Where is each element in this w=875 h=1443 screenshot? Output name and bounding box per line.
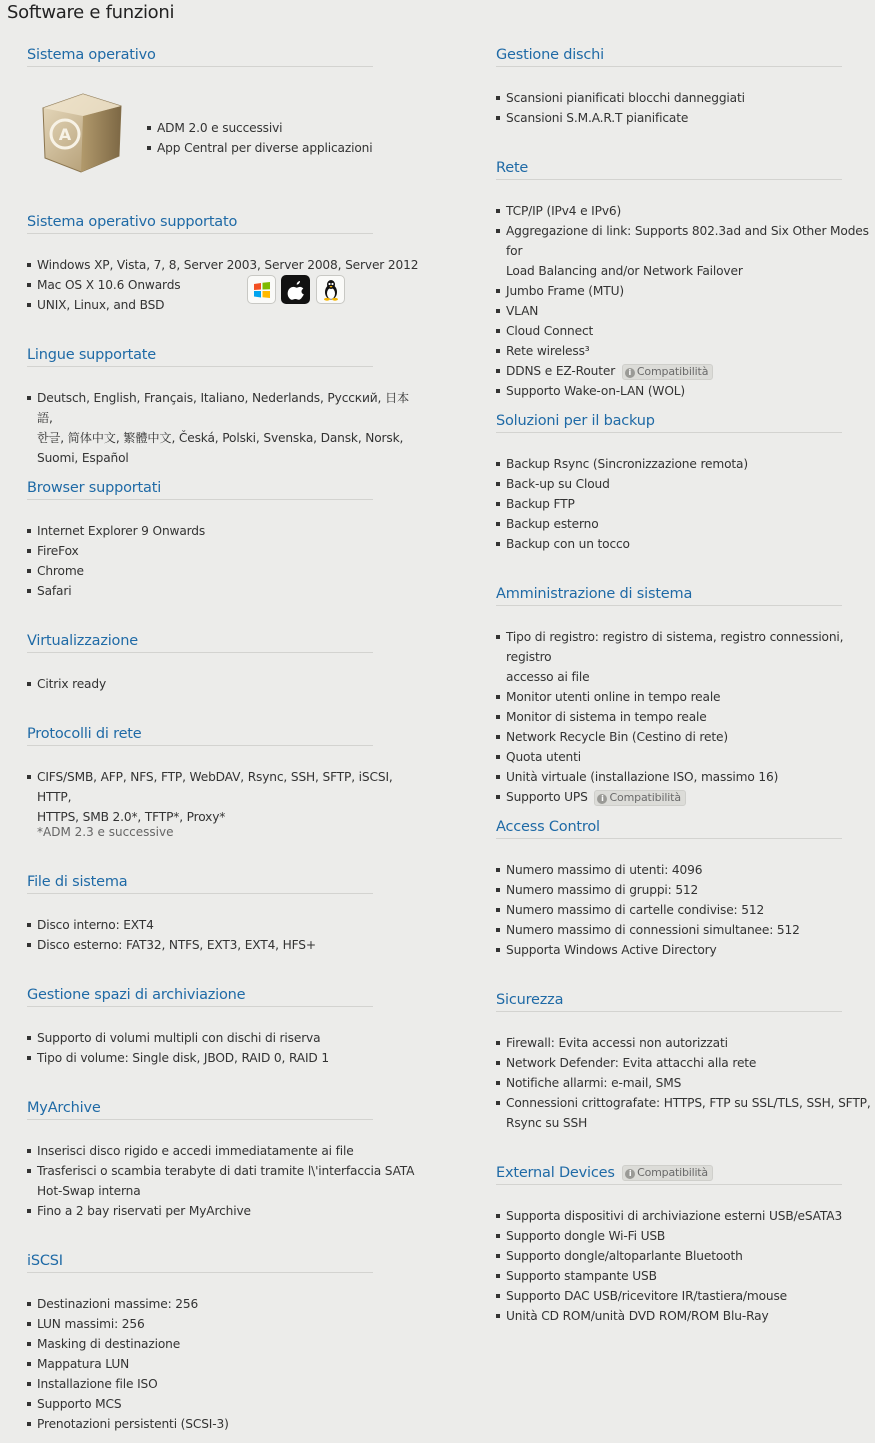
list-item: Supporto DAC USB/ricevitore IR/tastiera/mouse: [496, 1286, 842, 1306]
filesystem-list: [27, 915, 316, 955]
list-item: Windows XP, Vista, 7, 8, Server 2003, Server 2008, Server 2012: [27, 255, 418, 275]
list-item: Safari: [27, 581, 205, 601]
list-item: Supporta dispositivi di archiviazione esterni USB/eSATA3: [496, 1206, 842, 1226]
list-item: Disco esterno: FAT32, NTFS, EXT3, EXT4, HFS+: [27, 935, 316, 955]
section-network: [496, 158, 874, 180]
windows-icon: [247, 275, 276, 304]
list-item-continuation: accesso ai file: [506, 670, 590, 684]
list-item: Network Recycle Bin (Cestino di rete): [496, 727, 874, 747]
list-item: Backup FTP: [496, 494, 748, 514]
list-item: LUN massimi: 256: [27, 1314, 229, 1334]
list-item: [27, 388, 417, 468]
list-item: Unità virtuale (installazione ISO, massimo 16): [496, 767, 874, 787]
section-virtualization: [27, 631, 427, 653]
section-access-control: [496, 817, 874, 839]
list-item: App Central per diverse applicazioni: [147, 138, 372, 158]
list-item-continuation: Hot-Swap interna: [37, 1184, 141, 1198]
info-icon: i: [597, 794, 607, 804]
browsers-list: [27, 521, 205, 601]
list-item: Supporto stampante USB: [496, 1266, 842, 1286]
protocol-line: CIFS/SMB, AFP, NFS, FTP, WebDAV, Rsync, SSH, SFTP, iSCSI, HTTP,: [37, 770, 393, 804]
disks-list: [496, 88, 745, 128]
myarchive-list: [27, 1141, 422, 1221]
section-title: MyArchive: [27, 1100, 101, 1116]
list-item: Supporto MCS: [27, 1394, 229, 1414]
section-admin: [496, 584, 874, 606]
list-item: Monitor di sistema in tempo reale: [496, 707, 874, 727]
section-title: iSCSI: [27, 1253, 63, 1269]
list-item: FireFox: [27, 541, 205, 561]
info-icon: i: [625, 368, 635, 378]
list-item: [496, 221, 874, 281]
section-title: Amministrazione di sistema: [496, 586, 693, 602]
section-security: [496, 990, 874, 1012]
language-line: Suomi, Español: [37, 451, 129, 465]
section-os: [27, 45, 427, 67]
list-item-continuation: Rsync su SSH: [506, 1116, 588, 1130]
section-divider: [27, 366, 373, 367]
list-item: Jumbo Frame (MTU): [496, 281, 874, 301]
section-divider: [27, 66, 373, 67]
list-item: Prenotazioni persistenti (SCSI-3): [27, 1414, 229, 1434]
section-languages: [27, 345, 427, 367]
external-list: [496, 1206, 842, 1326]
section-divider: [496, 432, 842, 433]
list-item: Backup con un tocco: [496, 534, 748, 554]
page-title: Software e funzioni: [7, 2, 175, 23]
badge-label: Compatibilità: [637, 1166, 708, 1179]
list-item-text: Aggregazione di link: Supports 802.3ad and Six Other Modes for: [506, 224, 869, 258]
section-divider: [496, 179, 842, 180]
list-item: Network Defender: Evita attacchi alla rete: [496, 1053, 874, 1073]
section-divider: [27, 499, 373, 500]
compatibility-badge[interactable]: [594, 790, 685, 806]
list-item: Supporto dongle Wi-Fi USB: [496, 1226, 842, 1246]
list-item: UNIX, Linux, and BSD: [27, 295, 418, 315]
list-item: TCP/IP (IPv4 e IPv6): [496, 201, 874, 221]
badge-label: Compatibilità: [636, 365, 709, 378]
linux-icon: [316, 275, 345, 304]
section-external-devices: [496, 1163, 874, 1185]
section-title: Protocolli di rete: [27, 726, 142, 742]
section-divider: [496, 838, 842, 839]
language-line: Deutsch, English, Français, Italiano, Nederlands, Русский, 日本語,: [37, 391, 410, 425]
list-item: [496, 787, 874, 807]
list-item-text: Tipo di registro: registro di sistema, registro connessioni, registro: [506, 630, 844, 664]
section-divider: [27, 233, 373, 234]
os-list: [147, 118, 372, 158]
list-item: Citrix ready: [27, 674, 106, 694]
adm-box-logo: [39, 86, 123, 176]
access-list: [496, 860, 800, 960]
apple-icon: [281, 275, 310, 304]
list-item: [496, 627, 874, 687]
list-item: Destinazioni massime: 256: [27, 1294, 229, 1314]
section-title: Gestione spazi di archiviazione: [27, 987, 246, 1003]
section-title: Rete: [496, 160, 529, 176]
section-divider: [496, 605, 842, 606]
section-title: Sistema operativo: [27, 47, 156, 63]
list-item: [27, 767, 422, 827]
list-item: Rete wireless³: [496, 341, 874, 361]
badge-label: Compatibilità: [609, 791, 681, 804]
section-divider: [27, 893, 373, 894]
list-item: Supporto Wake-on-LAN (WOL): [496, 381, 874, 401]
list-item: VLAN: [496, 301, 874, 321]
list-item: Supporto dongle/altoparlante Bluetooth: [496, 1246, 842, 1266]
section-divider: [27, 1119, 373, 1120]
security-list: [496, 1033, 874, 1133]
list-item: Backup esterno: [496, 514, 748, 534]
svg-text:A: A: [58, 125, 72, 144]
list-item: Numero massimo di gruppi: 512: [496, 880, 800, 900]
list-item: [496, 361, 874, 381]
section-supported-os: [27, 212, 427, 234]
section-filesystem: [27, 872, 427, 894]
list-item-continuation: Load Balancing and/or Network Failover: [506, 264, 743, 278]
list-item: Firewall: Evita accessi non autorizzati: [496, 1033, 874, 1053]
storage-list: [27, 1028, 329, 1068]
languages-list: [27, 388, 417, 468]
list-item: Tipo di volume: Single disk, JBOD, RAID 0, RAID 1: [27, 1048, 329, 1068]
list-item: Numero massimo di utenti: 4096: [496, 860, 800, 880]
section-title: File di sistema: [27, 874, 128, 890]
backup-list: [496, 454, 748, 554]
section-disks: [496, 45, 874, 67]
list-item: Disco interno: EXT4: [27, 915, 316, 935]
list-item: Cloud Connect: [496, 321, 874, 341]
protocols-list: [27, 767, 422, 827]
list-item: Notifiche allarmi: e-mail, SMS: [496, 1073, 874, 1093]
section-title: Soluzioni per il backup: [496, 413, 655, 429]
section-divider: [496, 66, 842, 67]
section-title-text: External Devices: [496, 1165, 615, 1181]
section-title: [496, 1163, 874, 1183]
virtualization-list: [27, 674, 106, 694]
section-title: Sicurezza: [496, 992, 564, 1008]
list-item: Numero massimo di cartelle condivise: 512: [496, 900, 800, 920]
list-item: Mac OS X 10.6 Onwards: [27, 275, 418, 295]
list-item: Scansioni pianificati blocchi danneggiati: [496, 88, 745, 108]
list-item: Mappatura LUN: [27, 1354, 229, 1374]
protocols-note: *ADM 2.3 e successive: [37, 825, 174, 839]
section-title: Gestione dischi: [496, 47, 604, 63]
section-divider: [496, 1184, 842, 1185]
protocol-line: HTTPS, SMB 2.0*, TFTP*, Proxy*: [37, 810, 226, 824]
list-item: Supporta Windows Active Directory: [496, 940, 800, 960]
list-item: Internet Explorer 9 Onwards: [27, 521, 205, 541]
language-line: 한글, 简体中文, 繁體中文, Česká, Polski, Svenska, Dansk, Norsk,: [37, 431, 404, 445]
list-item: Quota utenti: [496, 747, 874, 767]
list-item: Masking di destinazione: [27, 1334, 229, 1354]
list-item: [27, 1161, 422, 1201]
section-divider: [27, 745, 373, 746]
list-item: Installazione file ISO: [27, 1374, 229, 1394]
info-icon: i: [625, 1169, 635, 1179]
section-backup: [496, 411, 874, 433]
network-list: [496, 201, 874, 401]
list-item: Supporto di volumi multipli con dischi di riserva: [27, 1028, 329, 1048]
iscsi-list: [27, 1294, 229, 1434]
list-item: Back-up su Cloud: [496, 474, 748, 494]
list-item: Monitor utenti online in tempo reale: [496, 687, 874, 707]
section-title: Lingue supportate: [27, 347, 156, 363]
compatibility-badge[interactable]: [622, 364, 713, 380]
list-item: Fino a 2 bay riservati per MyArchive: [27, 1201, 422, 1221]
list-item: Unità CD ROM/unità DVD ROM/ROM Blu-Ray: [496, 1306, 842, 1326]
section-title: Virtualizzazione: [27, 633, 138, 649]
list-item-text: Supporto UPS: [506, 790, 588, 804]
section-title: Sistema operativo supportato: [27, 214, 238, 230]
section-title: Access Control: [496, 819, 600, 835]
list-item: [496, 1093, 874, 1133]
section-divider: [496, 1011, 842, 1012]
section-browsers: [27, 478, 427, 500]
list-item-text: DDNS e EZ-Router: [506, 364, 616, 378]
list-item: Scansioni S.M.A.R.T pianificate: [496, 108, 745, 128]
section-divider: [27, 652, 373, 653]
section-divider: [27, 1006, 373, 1007]
list-item: Inserisci disco rigido e accedi immediatamente ai file: [27, 1141, 422, 1161]
compatibility-badge[interactable]: [622, 1165, 713, 1181]
list-item-text: Trasferisci o scambia terabyte di dati tramite l\'interfaccia SATA: [37, 1164, 415, 1178]
list-item: Backup Rsync (Sincronizzazione remota): [496, 454, 748, 474]
list-item: ADM 2.0 e successivi: [147, 118, 372, 138]
list-item: Numero massimo di connessioni simultanee: 512: [496, 920, 800, 940]
supported-os-list: [27, 255, 418, 315]
list-item-text: Connessioni crittografate: HTTPS, FTP su SSL/TLS, SSH, SFTP,: [506, 1096, 871, 1110]
list-item: Chrome: [27, 561, 205, 581]
section-storage: [27, 985, 427, 1007]
section-myarchive: [27, 1098, 427, 1120]
section-title: Browser supportati: [27, 480, 162, 496]
section-iscsi: [27, 1251, 427, 1273]
section-divider: [27, 1272, 373, 1273]
section-protocols: [27, 724, 427, 746]
admin-list: [496, 627, 874, 807]
